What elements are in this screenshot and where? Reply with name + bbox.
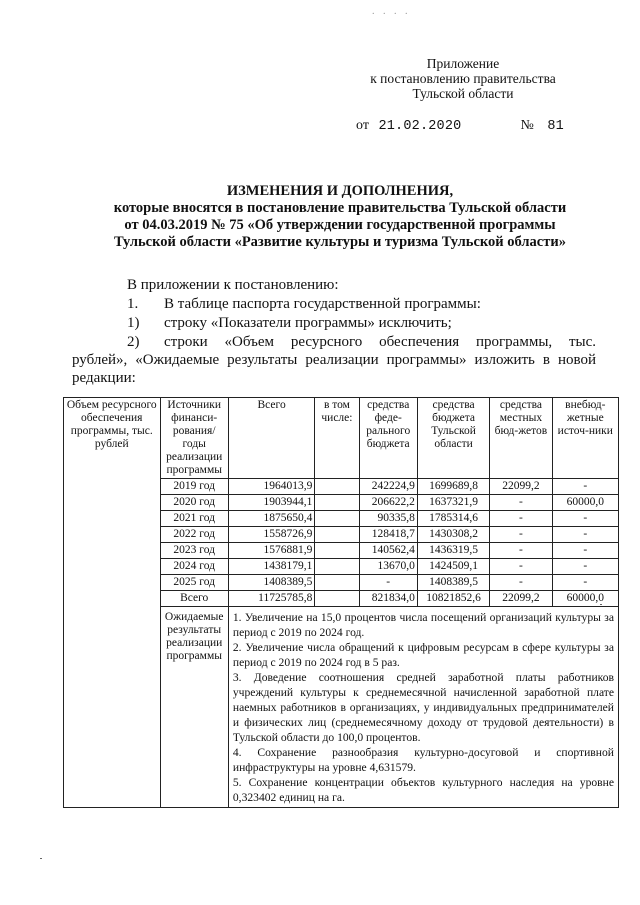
local-total-cell: 22099,2 [490, 591, 552, 607]
total-cell: 1408389,5 [228, 575, 314, 591]
result-item-1: 1. Увеличение на 15,0 процентов числа посещений организаций культуры за период с 2019 по 2024 год. [232, 611, 614, 639]
local-cell: - [490, 527, 552, 543]
appendix-line-1: Приложение [426, 56, 500, 71]
header-local: средства местных бюд-жетов [490, 398, 552, 479]
including-cell [315, 479, 359, 495]
extrabudget-cell: - [552, 575, 618, 591]
total-cell: 1576881,9 [228, 543, 314, 559]
result-item-3: 3. Доведение соотношения средней заработной платы работников учреждений культуры к среднемесячной начисленной заработной плате наемных работников в организациях, у индивидуальных предпринимателей и физических лиц (среднемесячному доходу от трудовой деятельности) в Тульской области до 100,0 процентов. [232, 671, 614, 744]
total-cell: 1903944,1 [228, 495, 314, 511]
local-cell: - [490, 511, 552, 527]
including-cell [315, 495, 359, 511]
total-label: Всего [160, 591, 228, 607]
year-cell: 2019 год [160, 479, 228, 495]
item-1-2-text-b: рублей», «Ожидаемые результаты реализации программы» изложить в новой [72, 352, 596, 368]
intro-paragraph: В приложении к постановлению: [127, 277, 339, 293]
item-1-2-text-c: редакции: [72, 370, 136, 386]
year-cell: 2024 год [160, 559, 228, 575]
regional-cell: 1785314,6 [417, 511, 489, 527]
federal-cell: 128418,7 [359, 527, 417, 543]
item-1-2-number: 2) [127, 334, 140, 350]
document-title [60, 183, 620, 251]
header-federal: средства феде-рального бюджета [359, 398, 417, 479]
local-cell: - [490, 543, 552, 559]
item-1-text: В таблице паспорта государственной программы: [164, 296, 481, 312]
regional-cell: 1424509,1 [417, 559, 489, 575]
federal-cell: 13670,0 [359, 559, 417, 575]
local-cell: 22099,2 [490, 479, 552, 495]
extrabudget-total-cell: 60000,0 [552, 591, 618, 607]
regional-cell: 1408389,5 [417, 575, 489, 591]
number-label: № [520, 118, 534, 133]
from-label: от [356, 118, 369, 133]
header-extrabudget: внебюд-жетные источ-ники [552, 398, 618, 479]
title-line-2: которые вносятся в постановление правительства Тульской области [113, 200, 567, 216]
table-header-row [64, 398, 619, 479]
regional-cell: 1430308,2 [417, 527, 489, 543]
expected-results-cell [228, 607, 618, 808]
including-cell [315, 591, 359, 607]
scan-speck [600, 604, 602, 605]
total-cell: 1438179,1 [228, 559, 314, 575]
regional-cell: 1637321,9 [417, 495, 489, 511]
grand-total-cell: 11725785,8 [228, 591, 314, 607]
regional-cell: 1699689,8 [417, 479, 489, 495]
year-cell: 2021 год [160, 511, 228, 527]
item-1-1-number: 1) [127, 315, 140, 331]
federal-cell: 242224,9 [359, 479, 417, 495]
federal-cell: - [359, 575, 417, 591]
federal-cell: 90335,8 [359, 511, 417, 527]
extrabudget-cell: - [552, 479, 618, 495]
federal-total-cell: 821834,0 [359, 591, 417, 607]
document-number: 81 [547, 119, 564, 134]
program-passport-table [63, 397, 619, 808]
extrabudget-cell: - [552, 559, 618, 575]
total-cell: 1964013,9 [228, 479, 314, 495]
extrabudget-cell: 60000,0 [552, 495, 618, 511]
result-item-5: 5. Сохранение концентрации объектов культурного наследия на уровне 0,323402 единиц на га. [232, 776, 614, 804]
result-item-2: 2. Увеличение числа обращений к цифровым ресурсам в сфере культуры за период с 2019 по 2024 год в 5 раз. [232, 641, 614, 669]
result-item-4: 4. Сохранение разнообразия культурно-досуговой и спортивной инфраструктуры на уровне 4,631579. [232, 746, 614, 774]
extrabudget-cell: - [552, 543, 618, 559]
federal-cell: 206622,2 [359, 495, 417, 511]
document-date: 21.02.2020 [378, 119, 462, 134]
item-1-1-text: строку «Показатели программы» исключить; [164, 315, 452, 331]
including-cell [315, 527, 359, 543]
regional-cell: 1436319,5 [417, 543, 489, 559]
appendix-line-3: Тульской области [412, 86, 514, 101]
header-including: в том числе: [315, 398, 359, 479]
item-1-2-text-a: строки «Объем ресурсного обеспечения программы, тыс. [164, 334, 596, 350]
header-regional: средства бюджета Тульской области [417, 398, 489, 479]
expected-results-label: Ожидаемые результаты реализации программы [160, 607, 228, 808]
title-line-1: ИЗМЕНЕНИЯ И ДОПОЛНЕНИЯ, [226, 183, 454, 199]
extrabudget-cell: - [552, 511, 618, 527]
year-cell: 2020 год [160, 495, 228, 511]
appendix-line-2: к постановлению правительства [370, 71, 556, 86]
appendix-header [358, 56, 568, 101]
including-cell [315, 559, 359, 575]
item-1-number: 1. [127, 296, 139, 312]
year-cell: 2022 год [160, 527, 228, 543]
year-cell: 2025 год [160, 575, 228, 591]
including-cell [315, 543, 359, 559]
including-cell [315, 511, 359, 527]
local-cell: - [490, 495, 552, 511]
local-cell: - [490, 559, 552, 575]
federal-cell: 140562,4 [359, 543, 417, 559]
including-cell [315, 575, 359, 591]
regional-total-cell: 10821852,6 [417, 591, 489, 607]
total-cell: 1558726,9 [228, 527, 314, 543]
scan-speck [40, 858, 42, 859]
total-cell: 1875650,4 [228, 511, 314, 527]
title-line-4: Тульской области «Развитие культуры и туризма Тульской области» [114, 234, 566, 250]
local-cell: - [490, 575, 552, 591]
document-date-number [356, 118, 564, 134]
title-line-3: от 04.03.2019 № 75 «Об утверждении государственной программы [124, 217, 556, 233]
resource-row-label: Объем ресурсного обеспечения программы, тыс. рублей [64, 398, 161, 808]
header-total: Всего [228, 398, 314, 479]
year-cell: 2023 год [160, 543, 228, 559]
top-scan-marks: . . . . [372, 6, 411, 17]
extrabudget-cell: - [552, 527, 618, 543]
header-sources: Источники финанси-рования/ годы реализации программы [160, 398, 228, 479]
